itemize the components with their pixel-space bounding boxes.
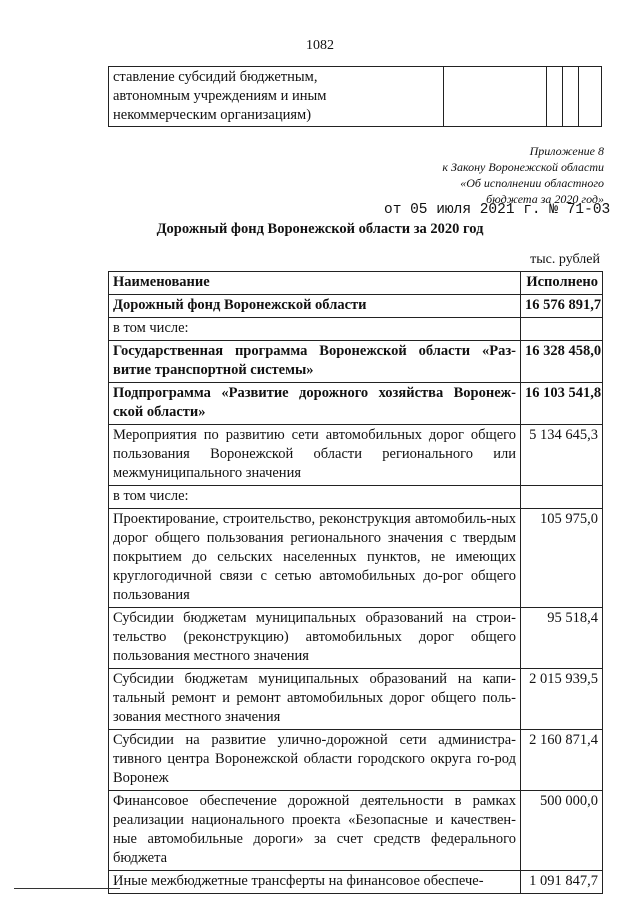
appendix-note xyxy=(344,143,604,207)
row-name: Финансовое обеспечение дорожной деятельности в рамках реализации национального проекта «Безопасные и качествен-ные автомобильные дороги» за счет средств федерального бюджета xyxy=(109,791,521,871)
row-name: Мероприятия по развитию сети автомобильных дорог общего пользования Воронежской области регионального или межмуниципального значения xyxy=(109,425,521,486)
appendix-line: Приложение 8 xyxy=(529,144,604,158)
law-date-stamp: от 05 июля 2021 г. № 71-03 xyxy=(384,202,611,218)
units-label: тыс. рублей xyxy=(530,252,600,267)
row-name: Субсидии бюджетам муниципальных образований на капи-тальный ремонт и ремонт автомобильных дорог общего поль-зования местного значения xyxy=(109,669,521,730)
header-value: Исполнено xyxy=(521,272,603,295)
table-header-row xyxy=(109,272,603,295)
row-name: Субсидии бюджетам муниципальных образований на строи-тельство (реконструкцию) автомобильных дорог общего пользования местного значения xyxy=(109,608,521,669)
table-row xyxy=(109,318,603,341)
appendix-line: «Об исполнении областного xyxy=(460,176,604,190)
row-name: Субсидии на развитие улично-дорожной сети администра-тивного центра Воронежской области городского округа го-род Воронеж xyxy=(109,730,521,791)
table-row xyxy=(109,791,603,871)
continuation-line: некоммерческим организациям) xyxy=(113,107,312,123)
empty-cell xyxy=(547,67,563,127)
continuation-line: автономным учреждениям и иным xyxy=(113,88,327,104)
table-row xyxy=(109,486,603,509)
table-row xyxy=(109,295,603,318)
continuation-text-cell xyxy=(109,67,444,127)
row-value xyxy=(521,486,603,509)
empty-cell xyxy=(444,67,547,127)
continuation-table xyxy=(108,66,602,127)
footnote-divider xyxy=(14,888,120,889)
row-value: 16 328 458,0 xyxy=(521,341,603,383)
row-value: 500 000,0 xyxy=(521,791,603,871)
appendix-line: бюджета за 2020 год» xyxy=(486,192,604,206)
table-row xyxy=(109,608,603,669)
row-name: Проектирование, строительство, реконструкция автомобиль-ных дорог общего пользования регионального значения с твердым покрытием до сельских населенных пунктов, не имеющих круглогодичной связи с сетью автомобильных до-рог общего пользования xyxy=(109,509,521,608)
page-number: 1082 xyxy=(306,38,334,53)
table-row xyxy=(109,871,603,894)
table-row xyxy=(109,383,603,425)
row-name: Иные межбюджетные трансферты на финансовое обеспече- xyxy=(109,871,521,894)
table-row xyxy=(109,669,603,730)
continuation-row xyxy=(109,67,602,127)
appendix-line: к Закону Воронежской области xyxy=(442,160,604,174)
row-value: 2 160 871,4 xyxy=(521,730,603,791)
row-name: в том числе: xyxy=(109,318,521,341)
table-row xyxy=(109,425,603,486)
table-row xyxy=(109,730,603,791)
table-row xyxy=(109,341,603,383)
row-name: Дорожный фонд Воронежской области xyxy=(109,295,521,318)
row-value: 5 134 645,3 xyxy=(521,425,603,486)
row-name: в том числе: xyxy=(109,486,521,509)
empty-cell xyxy=(563,67,579,127)
row-value: 16 576 891,7 xyxy=(521,295,603,318)
row-name: Государственная программа Воронежской области «Раз-витие транспортной системы» xyxy=(109,341,521,383)
header-name: Наименование xyxy=(109,272,521,295)
row-value: 105 975,0 xyxy=(521,509,603,608)
row-value xyxy=(521,318,603,341)
document-title: Дорожный фонд Воронежской области за 2020 год xyxy=(156,221,484,237)
row-name: Подпрограмма «Развитие дорожного хозяйства Воронеж-ской области» xyxy=(109,383,521,425)
road-fund-table-body xyxy=(109,272,603,894)
row-value: 1 091 847,7 xyxy=(521,871,603,894)
road-fund-table xyxy=(108,271,603,894)
empty-cell xyxy=(579,67,602,127)
row-value: 16 103 541,8 xyxy=(521,383,603,425)
continuation-line: ставление субсидий бюджетным, xyxy=(113,69,318,85)
row-value: 2 015 939,5 xyxy=(521,669,603,730)
table-row xyxy=(109,509,603,608)
row-value: 95 518,4 xyxy=(521,608,603,669)
